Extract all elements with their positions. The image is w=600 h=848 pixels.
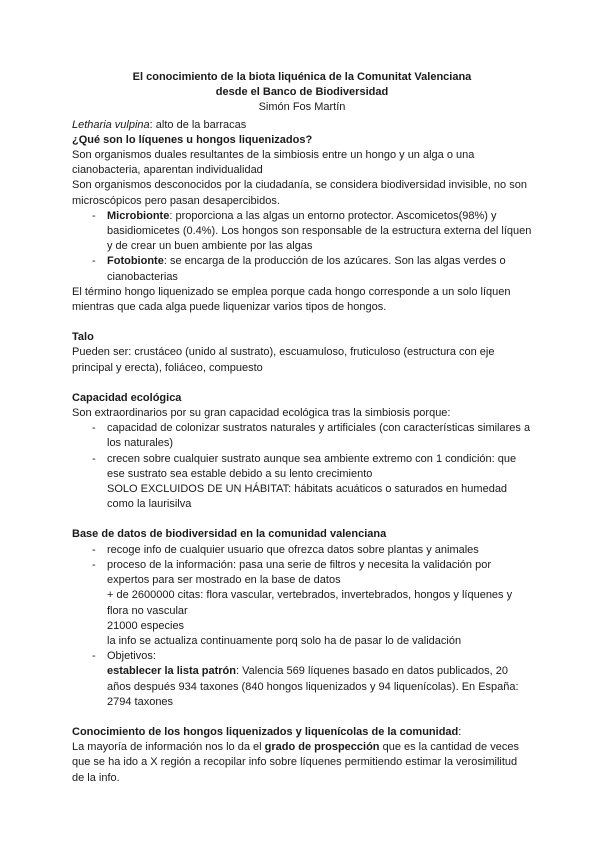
- fotobionte-text: : se encarga de la producción de los azúcares. Son las algas verdes o cianobacterias: [107, 255, 506, 283]
- base-datos-citas: + de 2600000 citas: flora vascular, vertebrados, invertebrados, hongos y líquenes y flora no vascular: [107, 589, 513, 617]
- intro-paragraph-2: Son organismos desconocidos por la ciudadanía, se considera biodiversidad invisible, no son microscópicos pero pasan desapercibidos.: [72, 179, 527, 207]
- base-datos-bullet-2: proceso de la información: pasa una serie de filtros y necesita la validación por expertos para ser mostrado en la base de datos: [107, 558, 491, 587]
- capacidad-bullet-1: capacidad de colonizar sustratos naturales y artificiales (con características similares a los naturales): [107, 422, 531, 450]
- list-item: [72, 421, 532, 451]
- intro-paragraph-3: El término hongo liquenizado se emplea porque cada hongo corresponde a un solo líquen mientras que cada alga puede liquenizar varios tipos de hongos.: [72, 285, 511, 314]
- base-datos-especies: 21000 especies: [107, 619, 185, 632]
- list-item: [72, 649, 532, 710]
- doc-title-line-1: El conocimiento de la biota liquénica de la Comunitat Valenciana: [132, 71, 472, 83]
- doc-author: Simón Fos Martín: [258, 101, 346, 114]
- fotobionte-term: Fotobionte: [107, 255, 164, 268]
- base-datos-bullet-1: recoge info de cualquier usuario que ofrezca datos sobre plantas y animales: [107, 543, 479, 556]
- document-body: [72, 70, 532, 786]
- conocimiento-text-before: La mayoría de información nos lo da el: [72, 741, 265, 754]
- microbionte-term: Microbionte: [107, 209, 170, 222]
- talo-text: Pueden ser: crustáceo (unido al sustrato), escuamuloso, fruticuloso (estructura con eje principal y erecta), foliáceo, compuesto: [72, 346, 495, 374]
- talo-heading: Talo: [72, 331, 94, 344]
- base-datos-heading: Base de datos de biodiversidad en la comunidad valenciana: [72, 528, 387, 541]
- list-item: [72, 209, 532, 255]
- species-note: : alto de la barracas: [149, 118, 247, 131]
- list-item: [72, 254, 532, 284]
- doc-title-line-2: desde el Banco de Biodiversidad: [215, 86, 389, 99]
- base-datos-actualiza: la info se actualiza continuamente porq solo ha de pasar lo de validación: [107, 634, 462, 647]
- lista-patron-term: establecer la lista patrón: [107, 665, 236, 678]
- grado-prospeccion-term: grado de prospección: [264, 741, 380, 754]
- conocimiento-text-after: que es la cantidad de veces que se ha ido a X región a recopilar info sobre líquenes permitiendo estimar la verosimilitud de la info.: [72, 741, 519, 784]
- capacidad-excluded: SOLO EXCLUIDOS DE UN HÁBITAT: hábitats acuáticos o saturados en humedad como la laurisilva: [107, 483, 508, 511]
- list-item: [72, 452, 532, 513]
- capacidad-intro: Son extraordinarios por su gran capacidad ecológica tras la simbiosis porque:: [72, 407, 451, 420]
- microbionte-text: : proporciona a las algas un entorno protector. Ascomicetos(98%) y basidiomicetes (0.4%). Los hongos son responsable de la estructura externa del líquen y de crear un buen ambiente por las algas: [107, 209, 532, 253]
- conocimiento-heading-colon: :: [458, 725, 462, 738]
- lista-patron-text: : Valencia 569 líquenes basado en datos publicados, 20 años después 934 taxones (840 hongos liquenizados y 94 liquenícolas). En España: 2794 taxones: [107, 665, 519, 708]
- capacidad-list: [72, 421, 532, 512]
- intro-question: ¿Qué son lo líquenes u hongos liquenizados?: [72, 133, 313, 146]
- list-item: [72, 543, 532, 558]
- intro-paragraph-1: Son organismos duales resultantes de la simbiosis entre un hongo y un alga o una cianobacteria, aparentan individualidad: [72, 149, 475, 177]
- conocimiento-heading-line: [72, 725, 532, 740]
- symbiont-list: [72, 209, 532, 285]
- species-name: Letharia vulpina: [72, 118, 150, 131]
- base-datos-list: [72, 543, 532, 710]
- conocimiento-heading: Conocimiento de los hongos liquenizados y liquenícolas de la comunidad: [72, 725, 459, 738]
- conocimiento-text: [72, 740, 532, 786]
- list-item: [72, 558, 532, 649]
- capacidad-bullet-2: crecen sobre cualquier sustrato aunque sea ambiente extremo con 1 condición: que ese sustrato sea estable debido a su lento crecimiento: [107, 452, 517, 480]
- base-datos-bullet-3: Objetivos:: [107, 650, 156, 663]
- species-line: [72, 118, 532, 133]
- capacidad-heading: Capacidad ecológica: [72, 391, 182, 404]
